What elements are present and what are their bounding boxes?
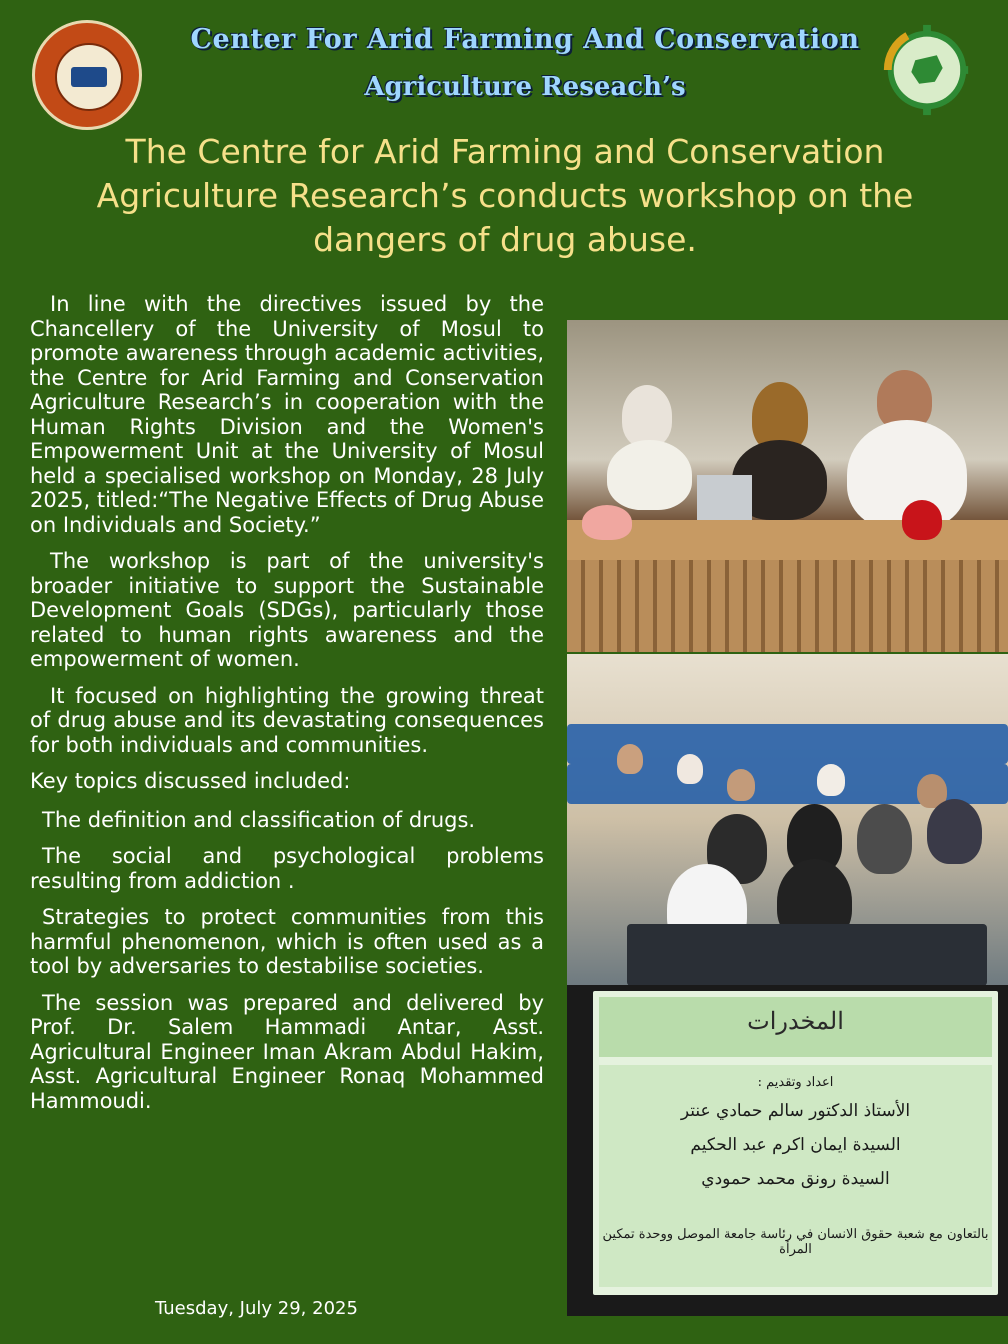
paragraph-presenters: The session was prepared and delivered by Prof. Dr. Salem Hammadi Antar, Asst. Agricultural Engineer Iman Akram Abdul Hakim, Asst. Agricultural Engineer Ronaq Mohammed Hammoudi. — [30, 990, 544, 1113]
header-title-line2: Agriculture Reseach’s — [364, 72, 686, 102]
article-body — [30, 292, 544, 1125]
attendee-figure — [617, 744, 643, 774]
headline-line3: dangers of drug abuse. — [313, 220, 697, 259]
laptop — [697, 475, 752, 520]
paragraph-intro: In line with the directives issued by the Chancellery of the University of Mosul to promote awareness through academic activities, the Centre for Arid Farming and Conservation Agriculture Research’s in cooperation with the Human Rights Division and the Women's Empowerment Unit at the University of Mosul held a specialised workshop on Monday, 28 July 2025, titled:“The Negative Effects of Drug Abuse on Individuals and Society.” — [30, 292, 544, 537]
topic-item: The social and psychological problems resulting from addiction . — [30, 844, 544, 893]
key-topics-heading: Key topics discussed included: — [30, 769, 351, 793]
attendee-figure — [677, 754, 703, 784]
logo-emblem — [55, 43, 123, 111]
photo-panel-speakers — [567, 320, 1008, 652]
speaker-figure — [607, 440, 692, 510]
slide-presenter-name: السيدة رونق محمد حمودي — [701, 1169, 890, 1189]
slide-presenter-name: السيدة ايمان اكرم عبد الحكيم — [690, 1135, 901, 1155]
headline — [60, 130, 950, 262]
headline-line1: The Centre for Arid Farming and Conservation — [125, 132, 885, 171]
flower-icon — [582, 505, 632, 540]
headline-line2: Agriculture Research’s conducts workshop on the — [96, 176, 914, 215]
slide-body — [599, 1065, 992, 1287]
table-front-panel — [567, 560, 1008, 652]
attendee-figure — [817, 764, 845, 796]
publication-date: Tuesday, July 29, 2025 — [155, 1298, 358, 1319]
slide-prepared-by: اعداد وتقديم : — [757, 1075, 834, 1090]
slide-presenter-name: الأستاذ الدكتور سالم حمادي عنتر — [680, 1101, 911, 1121]
attendee-figure — [857, 804, 912, 874]
slide-footer: بالتعاون مع شعبة حقوق الانسان في رئاسة جامعة الموصل ووحدة تمكين المرأة — [602, 1227, 989, 1257]
university-of-mosul-logo — [32, 20, 142, 130]
slide-title-box — [599, 997, 992, 1057]
paragraph-sdgs: The workshop is part of the university's broader initiative to support the Sustainable Development Goals (SDGs), particularly those related to human rights awareness and the empowerment of women. — [30, 549, 544, 671]
seat-row-front — [627, 924, 987, 986]
speaker-figure — [622, 385, 672, 447]
topic-item: Strategies to protect communities from this harmful phenomenon, which is often used as a tool by adversaries to destabilise societies. — [30, 905, 544, 978]
slide — [593, 991, 998, 1295]
book-icon — [71, 67, 107, 87]
header-title-line1: Center For Arid Farming And Conservation — [190, 24, 860, 55]
paragraph-focus: It focused on highlighting the growing threat of drug abuse and its devastating consequences for both individuals and communities. — [30, 683, 544, 757]
photo-presentation-slide — [567, 985, 1008, 1316]
topic-item: The definition and classification of drugs. — [42, 807, 476, 832]
flower-icon — [902, 500, 942, 540]
attendee-figure — [927, 799, 982, 864]
photo-audience — [567, 654, 1008, 986]
attendee-figure — [727, 769, 755, 801]
slide-title: المخدرات — [747, 1007, 844, 1035]
